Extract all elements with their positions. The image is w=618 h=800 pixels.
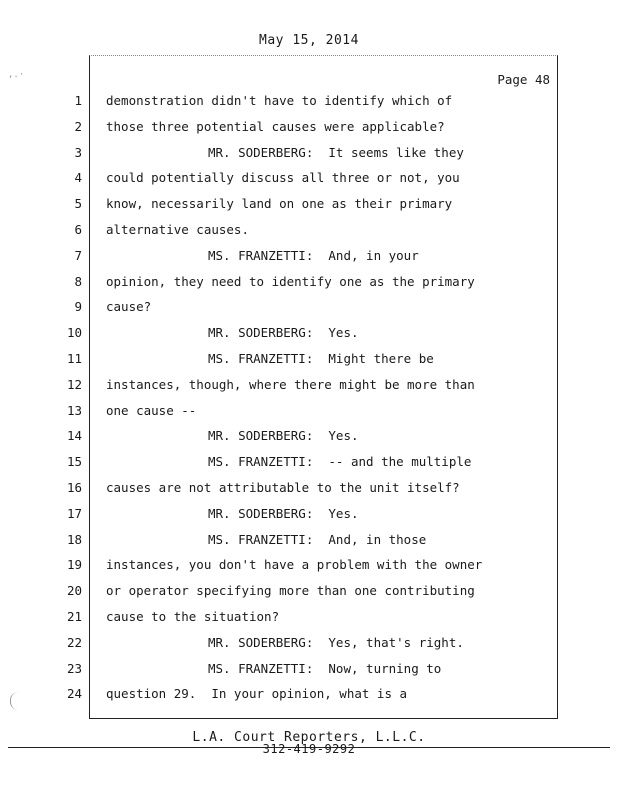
transcript-line	[0, 294, 618, 320]
footer-company-name: L.A. Court Reporters, L.L.C.	[192, 730, 426, 745]
transcript-line	[0, 423, 618, 449]
line-number: 10	[66, 325, 82, 341]
line-text: cause to the situation?	[106, 608, 280, 624]
transcript-line	[0, 578, 618, 604]
line-number: 22	[66, 634, 82, 650]
line-number: 2	[74, 118, 82, 134]
line-text: MR. SODERBERG: Yes, that's right.	[208, 634, 464, 650]
transcript-line	[0, 681, 618, 707]
line-text: MS. FRANZETTI: -- and the multiple	[208, 454, 472, 470]
line-text: cause?	[106, 299, 152, 315]
line-text: instances, though, where there might be more than	[106, 376, 475, 392]
transcript-line	[0, 88, 618, 114]
transcript-line	[0, 114, 618, 140]
line-number: 9	[74, 299, 82, 315]
line-text: demonstration didn't have to identify which of	[106, 93, 453, 108]
transcript-line	[0, 346, 618, 372]
line-number: 1	[74, 93, 82, 108]
line-text: opinion, they need to identify one as the primary	[106, 273, 475, 289]
line-text: MS. FRANZETTI: And, in your	[208, 247, 419, 263]
line-number: 16	[66, 479, 82, 495]
transcript-body	[0, 88, 618, 707]
line-number: 14	[66, 428, 82, 444]
line-number: 18	[66, 531, 82, 547]
transcript-date: May 15, 2014	[259, 33, 359, 48]
transcript-line	[0, 191, 618, 217]
transcript-line	[0, 656, 618, 682]
transcript-line	[0, 165, 618, 191]
transcript-line	[0, 372, 618, 398]
line-number: 17	[66, 505, 82, 521]
transcript-line	[0, 269, 618, 295]
line-number: 5	[74, 196, 82, 212]
transcript-line	[0, 527, 618, 553]
line-text: or operator specifying more than one contributing	[106, 583, 475, 599]
line-number: 19	[66, 557, 82, 573]
line-number: 13	[66, 402, 82, 418]
transcript-line	[0, 604, 618, 630]
transcript-line	[0, 630, 618, 656]
transcript-line	[0, 320, 618, 346]
line-number: 23	[66, 660, 82, 676]
line-number: 6	[74, 221, 82, 237]
transcript-line	[0, 449, 618, 475]
line-text: MS. FRANZETTI: And, in those	[208, 531, 427, 547]
line-number: 12	[66, 376, 82, 392]
transcript-line	[0, 217, 618, 243]
line-text: know, necessarily land on one as their primary	[106, 196, 453, 212]
line-text: alternative causes.	[106, 221, 249, 237]
line-number: 21	[66, 608, 82, 624]
transcript-line	[0, 552, 618, 578]
line-number: 15	[66, 454, 82, 470]
line-number: 4	[74, 170, 82, 186]
line-number: 11	[66, 350, 82, 366]
page-number: Page 48	[497, 72, 550, 87]
line-text: causes are not attributable to the unit itself?	[106, 479, 460, 495]
line-text: MS. FRANZETTI: Now, turning to	[208, 660, 442, 676]
footer-phone-number: 312-419-9292	[262, 742, 356, 756]
transcript-line	[0, 398, 618, 424]
line-text: those three potential causes were applicable?	[106, 118, 445, 134]
line-number: 20	[66, 583, 82, 599]
line-text: MS. FRANZETTI: Might there be	[208, 350, 434, 366]
line-text: instances, you don't have a problem with the owner	[106, 557, 483, 573]
line-text: question 29. In your opinion, what is a	[106, 686, 408, 702]
transcript-line	[0, 140, 618, 166]
line-number: 3	[74, 144, 82, 160]
line-text: MR. SODERBERG: Yes.	[208, 428, 359, 444]
scan-artifact-mark: ,.·	[8, 70, 25, 80]
line-text: one cause --	[106, 402, 197, 418]
line-number: 7	[74, 247, 82, 263]
line-number: 24	[66, 686, 82, 702]
transcript-line	[0, 501, 618, 527]
line-text: could potentially discuss all three or not, you	[106, 170, 460, 186]
transcript-line	[0, 475, 618, 501]
line-text: MR. SODERBERG: It seems like they	[208, 144, 464, 160]
transcript-line	[0, 243, 618, 269]
line-text: MR. SODERBERG: Yes.	[208, 325, 359, 341]
line-number: 8	[74, 273, 82, 289]
line-text: MR. SODERBERG: Yes.	[208, 505, 359, 521]
